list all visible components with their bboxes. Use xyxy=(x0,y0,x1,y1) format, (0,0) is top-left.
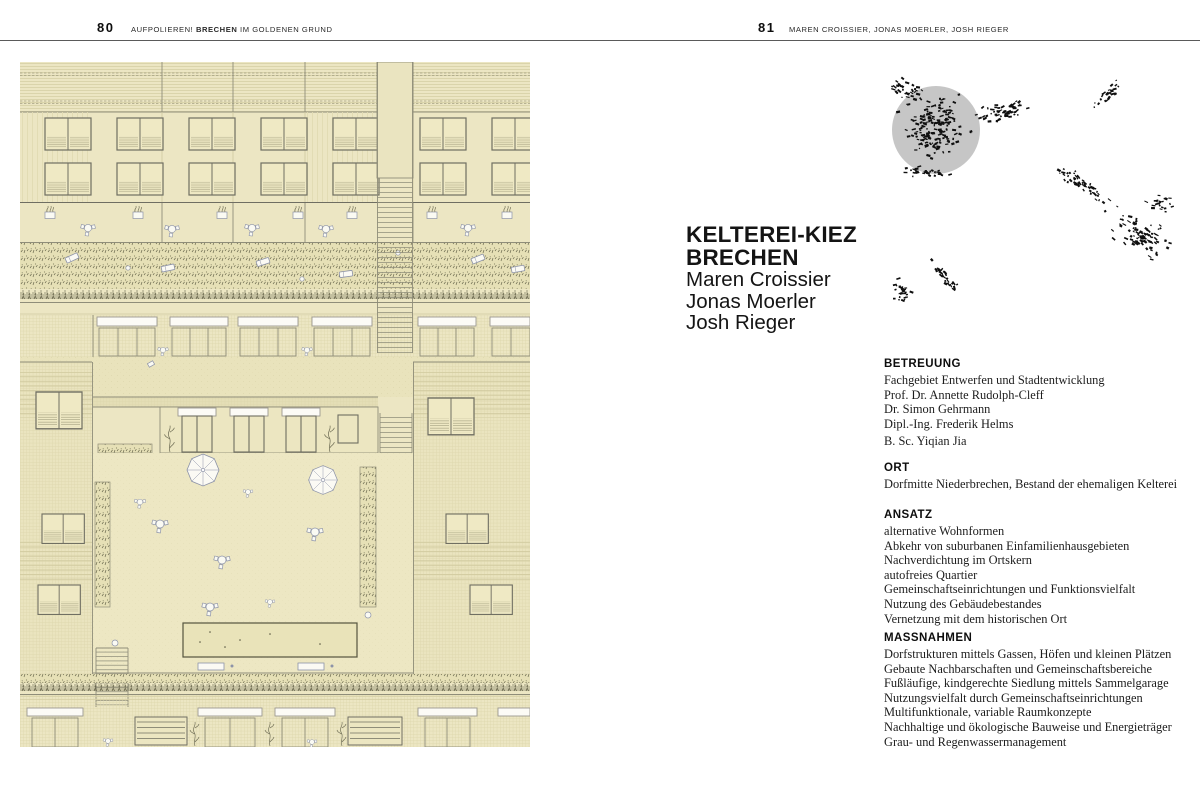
section-line: Dorfmitte Niederbrechen, Bestand der ehemaligen Kelterei xyxy=(884,477,1178,491)
header-rule xyxy=(0,40,1200,41)
section-line: B. Sc. Yiqian Jia xyxy=(884,434,967,449)
section-heading: ORT xyxy=(884,462,910,474)
section-line: Dr. Simon Gehrmann xyxy=(884,402,991,417)
section-heading: ANSATZ xyxy=(884,509,933,521)
roof-band xyxy=(20,62,530,112)
south-verge xyxy=(20,674,530,695)
section-line: Gemeinschaftseinrichtungen und Funktionsvielfalt xyxy=(884,582,1136,597)
section-line: Dipl.-Ing. Frederik Helms xyxy=(884,416,1014,431)
east-wing xyxy=(413,362,530,674)
section-line: Fachgebiet Entwerfen und Stadtentwicklung xyxy=(884,373,1105,387)
south-block xyxy=(20,695,530,747)
section-line: alternative Wohnformen xyxy=(884,524,1005,538)
figure-ground-map xyxy=(860,55,1200,320)
project-title-block xyxy=(686,224,857,334)
author-name: Josh Rieger xyxy=(686,311,796,334)
section-massnahmen xyxy=(884,631,1200,749)
west-wing xyxy=(20,362,93,674)
shopfront-band xyxy=(20,315,530,357)
section-line: Nutzung des Gebäudebestandes xyxy=(884,596,1042,611)
running-head-left-bold: BRECHEN xyxy=(195,25,238,34)
section-betreuung xyxy=(884,357,1200,449)
stair-tower xyxy=(377,62,413,517)
page-number-right: 81 xyxy=(758,20,776,35)
section-ort xyxy=(884,461,1200,492)
section-heading: BETREUUNG xyxy=(884,358,961,370)
section-line: Multifunktionale, variable Raumkonzepte xyxy=(884,705,1092,720)
section-line: autofreies Quartier xyxy=(884,567,978,582)
running-head-left-post: IM GOLDENEN GRUND xyxy=(237,25,333,34)
section-line: Nachverdichtung im Ortskern xyxy=(884,553,1032,568)
section-line: Grau- und Regenwassermanagement xyxy=(884,734,1067,749)
project-title-line-2: BRECHEN xyxy=(686,244,799,270)
author-name: Maren Croissier xyxy=(686,268,831,291)
section-line: Fußläufige, kindgerechte Siedlung mittels Sammelgarage xyxy=(884,676,1169,691)
section-line: Prof. Dr. Annette Rudolph-Cleff xyxy=(884,387,1044,402)
courtyard xyxy=(93,453,413,707)
section-line: Nachhaltige und ökologische Bauweise und Energieträger xyxy=(884,719,1172,734)
page-number-left: 80 xyxy=(97,20,115,35)
running-head-left xyxy=(131,25,333,34)
project-title-line-1: KELTEREI-KIEZ xyxy=(686,222,857,247)
section-line: Dorfstrukturen mittels Gassen, Höfen und kleinen Plätzen xyxy=(884,647,1172,661)
section-line: Abkehr von suburbanen Einfamilienhausgebieten xyxy=(884,538,1130,553)
running-head-right: MAREN CROISSIER, JONAS MOERLER, JOSH RIEGER xyxy=(789,25,1009,34)
site-plan-figure xyxy=(20,62,530,747)
section-ansatz xyxy=(884,508,1200,626)
section-line: Nutzungsvielfalt durch Gemeinschaftseinrichtungen xyxy=(884,690,1143,705)
section-line: Vernetzung mit dem historischen Ort xyxy=(884,611,1068,626)
section-heading: MASSNAHMEN xyxy=(884,632,973,644)
section-line: Gebaute Nachbarschaften und Gemeinschaftsbereiche xyxy=(884,661,1152,676)
running-head-left-pre: AUFPOLIEREN! xyxy=(131,25,196,34)
author-name: Jonas Moerler xyxy=(686,289,816,313)
